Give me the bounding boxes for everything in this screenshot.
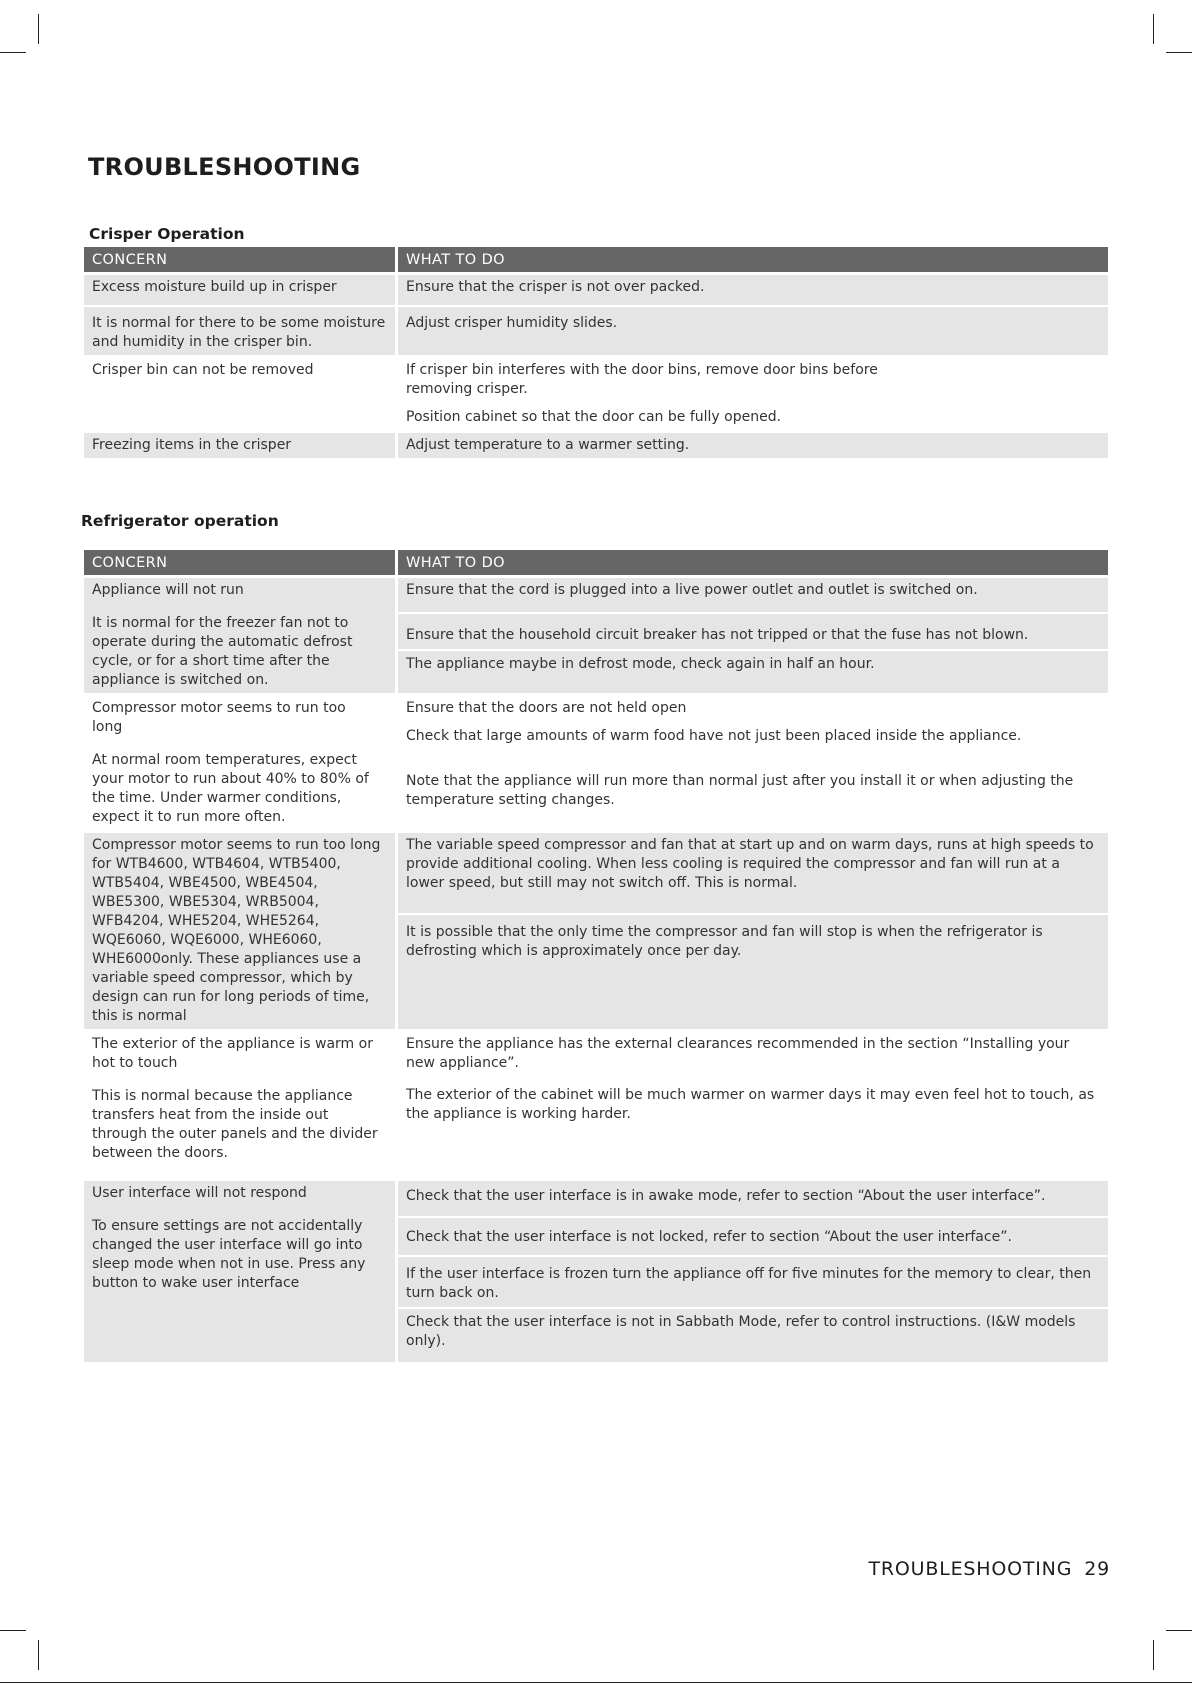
crop-mark (1153, 14, 1154, 44)
concern-text: Excess moisture build up in crisper (92, 279, 337, 295)
concern-text: The exterior of the appliance is warm or hot to touch (92, 1036, 373, 1071)
concern-text: Appliance will not run (92, 582, 244, 598)
action-text: The appliance maybe in defrost mode, check again in half an hour. (406, 656, 875, 672)
action-text: Note that the appliance will run more than normal just after you install it or when adjusting the temperature setting changes. (406, 773, 1074, 808)
action-text: Ensure that the doors are not held open (406, 700, 687, 716)
concern-text: Freezing items in the crisper (92, 437, 292, 453)
concern-text: Compressor motor seems to run too long for WTB4600, WTB4604, WTB5400, WTB5404, WBE4500, WBE4504, WBE5300, WBE5304, WRB5004, WFB4204, WHE5204, WHE5264, WQE6060, WQE6000, WHE6060, WHE6000only. These appliances use a variable speed compressor, which by design can run for long periods of time, this is normal (92, 837, 381, 1024)
table-row (84, 275, 1108, 355)
page-edge-rule (0, 1682, 1192, 1683)
column-header-concern: CONCERN (84, 550, 395, 575)
concern-note: It is normal for the freezer fan not to operate during the automatic defrost cycle, or for a short time after the appliance is switched on. (92, 615, 353, 688)
action-text: Ensure that the household circuit breaker has not tripped or that the fuse has not blown. (406, 627, 1029, 643)
footer-section-label: TROUBLESHOOTING (868, 1558, 1073, 1580)
page-title: TROUBLESHOOTING (88, 153, 361, 181)
crop-mark (1153, 1640, 1154, 1670)
concern-cell (84, 358, 395, 430)
crop-mark (1166, 1630, 1192, 1631)
column-header-what-to-do: WHAT TO DO (398, 247, 1108, 272)
action-text: Check that the user interface is in awake mode, refer to section “About the user interface”. (406, 1188, 1046, 1204)
fridge-table (81, 547, 1111, 1365)
table-header-row (84, 247, 1108, 272)
concern-text: Crisper bin can not be removed (92, 362, 314, 378)
concern-cell (84, 1181, 395, 1362)
column-header-what-to-do: WHAT TO DO (398, 550, 1108, 575)
crop-mark (38, 1640, 39, 1670)
crop-mark (1166, 52, 1192, 53)
action-text: Position cabinet so that the door can be fully opened. (406, 409, 782, 425)
concern-text: User interface will not respond (92, 1185, 307, 1201)
concern-cell (84, 1032, 395, 1178)
action-text: If crisper bin interferes with the door bins, remove door bins before removing crisper. (406, 362, 878, 397)
page-number: 29 (1084, 1558, 1110, 1580)
table-row (84, 833, 1108, 1029)
what-to-do-cell (398, 275, 1108, 355)
concern-cell (84, 578, 395, 693)
crop-mark (38, 14, 39, 44)
table-row (84, 1181, 1108, 1362)
action-text: Ensure that the cord is plugged into a live power outlet and outlet is switched on. (406, 582, 978, 598)
table-row (84, 433, 1108, 458)
crisper-heading: Crisper Operation (89, 225, 245, 243)
what-to-do-cell (398, 358, 1108, 430)
action-text: Ensure that the crisper is not over packed. (406, 279, 705, 295)
crop-mark (0, 1630, 26, 1631)
what-to-do-cell (398, 1032, 1108, 1178)
action-text: Check that the user interface is not in Sabbath Mode, refer to control instructions. (I&W models only). (406, 1314, 1076, 1349)
what-to-do-cell (398, 696, 1108, 830)
concern-cell (84, 833, 395, 1029)
crisper-table (81, 244, 1111, 461)
action-text: Check that large amounts of warm food have not just been placed inside the appliance. (406, 728, 1022, 744)
concern-note: This is normal because the appliance transfers heat from the inside out through the outer panels and the divider between the doors. (92, 1088, 378, 1161)
column-header-concern: CONCERN (84, 247, 395, 272)
concern-cell (84, 433, 395, 458)
concern-cell (84, 275, 395, 355)
action-text: Adjust crisper humidity slides. (406, 315, 618, 331)
concern-note: It is normal for there to be some moisture and humidity in the crisper bin. (92, 315, 386, 350)
what-to-do-cell (398, 578, 1108, 693)
action-text: It is possible that the only time the compressor and fan will stop is when the refrigerator is defrosting which is approximately once per day. (406, 924, 1043, 959)
action-text: Check that the user interface is not locked, refer to section “About the user interface”. (406, 1229, 1012, 1245)
table-row (84, 696, 1108, 830)
what-to-do-cell (398, 433, 1108, 458)
concern-note: At normal room temperatures, expect your motor to run about 40% to 80% of the time. Under warmer conditions, expect it to run more often. (92, 752, 369, 825)
action-text: Adjust temperature to a warmer setting. (406, 437, 690, 453)
concern-cell (84, 696, 395, 830)
action-text: The exterior of the cabinet will be much warmer on warmer days it may even feel hot to touch, as the appliance is working harder. (406, 1087, 1095, 1122)
fridge-heading: Refrigerator operation (81, 512, 279, 530)
what-to-do-cell (398, 1181, 1108, 1362)
concern-note: To ensure settings are not accidentally changed the user interface will go into sleep mode when not in use. Press any button to wake user interface (92, 1218, 366, 1291)
table-row (84, 578, 1108, 693)
action-text: The variable speed compressor and fan that at start up and on warm days, runs at high speeds to provide additional cooling. When less cooling is required the compressor and fan will run at a lower speed, but still may not switch off. This is normal. (406, 837, 1094, 891)
action-text: If the user interface is frozen turn the appliance off for five minutes for the memory to clear, then turn back on. (406, 1266, 1092, 1301)
table-header-row (84, 550, 1108, 575)
page-footer (869, 1558, 1110, 1580)
concern-text: Compressor motor seems to run too long (92, 700, 346, 735)
action-text: Ensure the appliance has the external clearances recommended in the section “Installing your new appliance”. (406, 1036, 1070, 1071)
table-row (84, 1032, 1108, 1178)
what-to-do-cell (398, 833, 1108, 1029)
table-row (84, 358, 1108, 430)
crop-mark (0, 52, 26, 53)
